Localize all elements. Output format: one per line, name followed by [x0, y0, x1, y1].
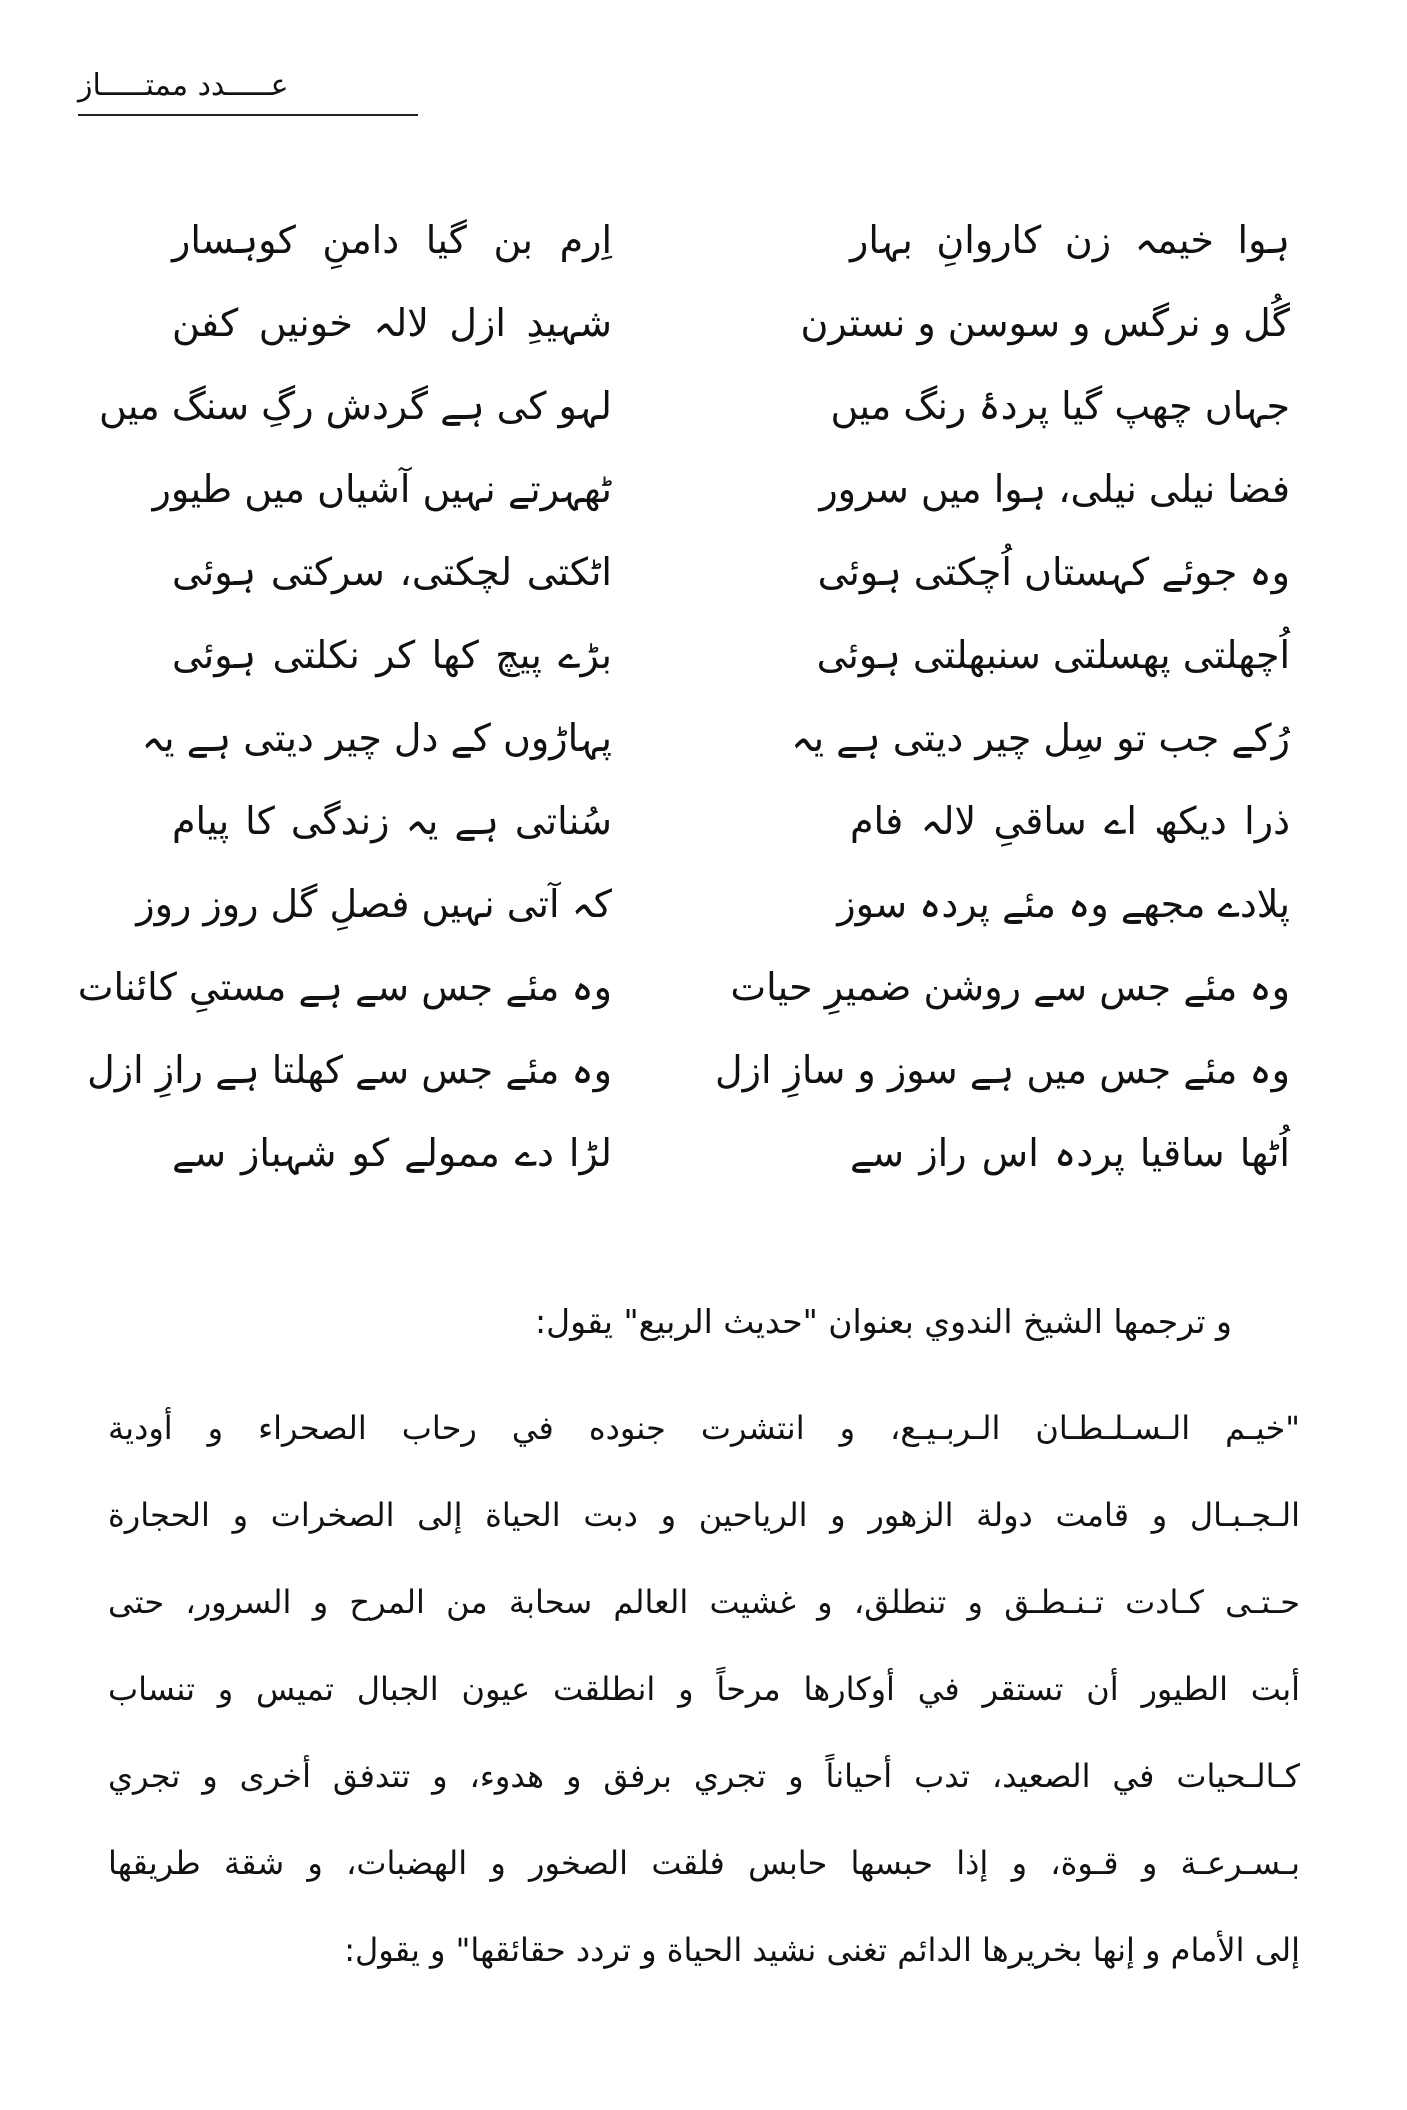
couplet-first-line: وہ جوئے کہستاں اُچکتی ہوئی — [817, 550, 1290, 594]
paragraph-line: أبت الطيور أن تستقر في أوكارها مرحاً و انطلقت عيون الجبال تميس و تنساب — [108, 1670, 1300, 1708]
couplet-second-line: لہو کی ہے گردش رگِ سنگ میں — [98, 384, 612, 428]
couplet-second-line: اٹکتی لچکتی، سرکتی ہوئی — [172, 550, 612, 594]
couplet — [160, 1123, 1290, 1206]
page-header — [78, 68, 418, 128]
couplet-first-line: رُکے جب تو سِل چیر دیتی ہے یہ — [791, 716, 1290, 760]
couplet-second-line: اِرم بن گیا دامنِ کوہسار — [172, 218, 612, 262]
paragraph-line: كـالـحيات في الصعيد، تدب أحياناً و تجري برفق و هدوء، و تتدفق أخرى و تجري — [108, 1757, 1300, 1795]
couplet-second-line: ٹھہرتے نہیں آشیاں میں طیور — [152, 467, 612, 511]
paragraph-line: إلى الأمام و إنها بخريرها الدائم تغنى نشيد الحياة و تردد حقائقها" و يقول: — [344, 1931, 1300, 1969]
couplet-second-line: وہ مئے جس سے کھلتا ہے رازِ ازل — [87, 1048, 612, 1092]
couplet — [160, 791, 1290, 874]
translation-intro: و ترجمها الشيخ الندوي بعنوان "حديث الربيع" يقول: — [534, 1302, 1232, 1341]
paragraph-line: "خيـم الـسـلـطـان الـربـيـع، و انتشرت جنوده في رحاب الصحراء و أودية — [108, 1409, 1300, 1447]
couplet-second-line: لڑا دے ممولے کو شہباز سے — [172, 1131, 612, 1175]
couplet-first-line: اُٹھا ساقیا پردہ اس راز سے — [850, 1131, 1290, 1175]
paragraph-line: حـتـى كـادت تـنـطـق و تنطلق، و غشيت العالم سحابة من المرح و السرور، حتى — [108, 1583, 1300, 1621]
couplet — [152, 459, 1290, 542]
couplet-first-line: گُل و نرگس و سوسن و نسترن — [800, 301, 1290, 345]
couplet — [87, 1040, 1290, 1123]
couplet-second-line: کہ آتی نہیں فصلِ گل روز روز — [136, 882, 612, 926]
urdu-poem — [77, 210, 1290, 1206]
couplet — [141, 708, 1290, 791]
paragraph-line: بـسـرعـة و قـوة، و إذا حبسها حابس فلقت الصخور و الهضبات، و شقة طريقها — [108, 1844, 1300, 1882]
couplet — [98, 376, 1290, 459]
couplet — [160, 625, 1290, 708]
couplet-second-line: پہاڑوں کے دل چیر دیتی ہے یہ — [141, 716, 612, 760]
couplet-first-line: فضا نیلی نیلی، ہوا میں سرور — [819, 467, 1290, 511]
couplet — [160, 293, 1290, 376]
couplet-second-line: بڑے پیچ کھا کر نکلتی ہوئی — [172, 633, 612, 677]
couplet — [160, 542, 1290, 625]
couplet-first-line: وہ مئے جس میں ہے سوز و سازِ ازل — [714, 1048, 1290, 1092]
couplet-second-line: سُناتی ہے یہ زندگی کا پیام — [172, 799, 612, 843]
arabic-translation-paragraph — [108, 1400, 1300, 2009]
couplet-second-line: شہیدِ ازل لالہ خونیں کفن — [172, 301, 612, 345]
couplet-first-line: پلادے مجھے وہ مئے پردہ سوز — [837, 882, 1290, 926]
couplet — [136, 874, 1290, 957]
couplet-first-line: جہاں چھپ گیا پردۂ رنگ میں — [830, 384, 1290, 428]
issue-label: عـــــدد ممتـــــاز — [78, 68, 289, 103]
header-rule — [78, 114, 418, 116]
couplet — [160, 210, 1290, 293]
couplet — [77, 957, 1290, 1040]
paragraph-line: الـجـبـال و قامت دولة الزهور و الرياحين و دبت الحياة إلى الصخرات و الحجارة — [108, 1496, 1300, 1534]
couplet-first-line: ذرا دیکھ اے ساقیِ لالہ فام — [850, 799, 1290, 843]
couplet-first-line: وہ مئے جس سے روشن ضمیرِ حیات — [730, 965, 1290, 1009]
couplet-second-line: وہ مئے جس سے ہے مستیِ کائنات — [77, 965, 612, 1009]
couplet-first-line: ہوا خیمہ زن کاروانِ بہار — [850, 218, 1290, 262]
couplet-first-line: اُچھلتی پھسلتی سنبھلتی ہوئی — [816, 633, 1290, 677]
